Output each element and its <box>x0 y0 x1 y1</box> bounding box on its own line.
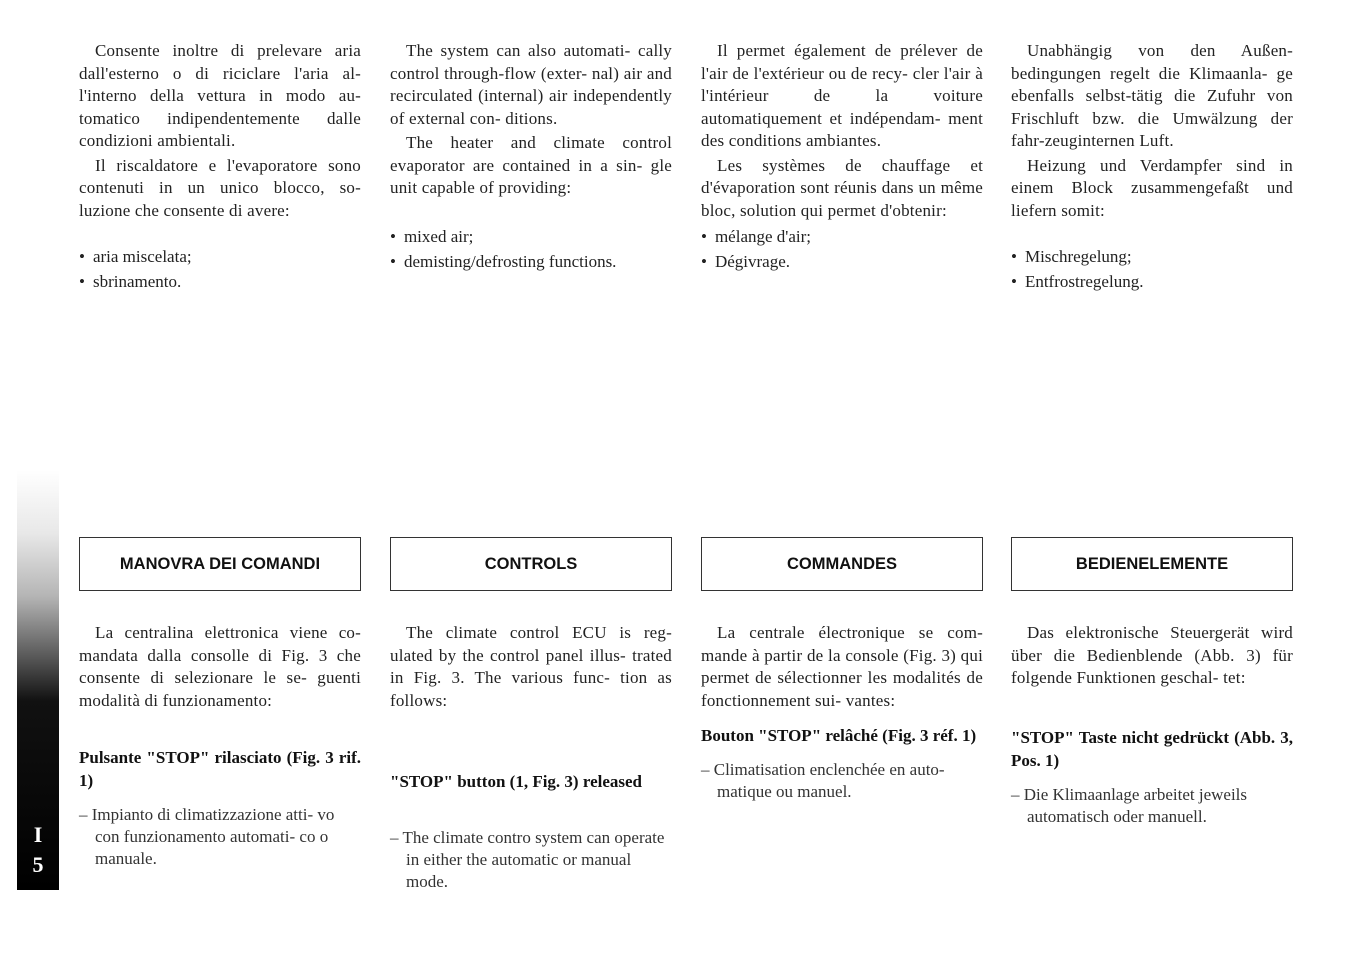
bullet-item: • mélange d'air; <box>701 224 983 249</box>
bullet-item: • Mischregelung; <box>1011 244 1293 269</box>
bullet-item: • sbrinamento. <box>79 269 361 294</box>
column-french-intro <box>701 40 983 274</box>
dash-item: – Die Klimaanlage arbeitet jeweils automatisch oder manuell. <box>1011 784 1248 826</box>
bullet-item: • mixed air; <box>390 224 672 249</box>
section-heading: BEDIENELEMENTE <box>1011 537 1293 591</box>
heading-box-german <box>1011 537 1293 591</box>
dash-item: – Impianto di climatizzazione atti- vo con funzionamento automati- co o manuale. <box>79 805 335 868</box>
bullet-list <box>390 224 672 274</box>
body-paragraph: La centralina elettronica viene co- mandata dalla consolle di Fig. 3 che consente di selezionare le se- guenti modalità di funzionamento: <box>79 623 361 710</box>
column-english-controls <box>390 622 672 893</box>
heading-box-english <box>390 537 672 591</box>
column-german-intro <box>1011 40 1293 294</box>
section-heading: CONTROLS <box>390 537 672 591</box>
bullet-item: • aria miscelata; <box>79 244 361 269</box>
subheading: Pulsante "STOP" rilasciato (Fig. 3 rif. 1) <box>79 748 361 790</box>
bullet-list <box>79 244 361 294</box>
body-paragraph: Das elektronische Steuergerät wird über die Bedienblende (Abb. 3) für folgende Funktionen geschal- tet: <box>1011 623 1293 687</box>
bullet-item: • Entfrostregelung. <box>1011 269 1293 294</box>
column-english-intro <box>390 40 672 274</box>
column-italian-intro <box>79 40 361 294</box>
subheading: "STOP" button (1, Fig. 3) released <box>390 772 643 791</box>
bullet-item: • Dégivrage. <box>701 249 983 274</box>
body-paragraph: La centrale électronique se com- mande à partir de la console (Fig. 3) qui permet de sélectionner les modalités de fonctionnement sui- vantes: <box>701 623 983 710</box>
language-letter: I <box>33 822 43 847</box>
subheading: Bouton "STOP" relâché (Fig. 3 réf. 1) <box>701 726 977 745</box>
intro-paragraph: Unabhängig von den Außen- bedingungen regelt die Klimaanla- ge ebenfalls selbst-tätig die Zufuhr von Frischluft bzw. die Umwälzung der fahr-zeuginternen Luft. <box>1011 41 1293 150</box>
heading-box-french <box>701 537 983 591</box>
dash-item: – Climatisation enclenchée en auto- matique ou manuel. <box>701 760 945 801</box>
intro-paragraph: Il permet également de prélever de l'air de l'extérieur ou de recy- cler l'air à l'intérieur de la voiture automatiquement et indépendam- ment des conditions ambiantes. <box>701 41 983 150</box>
intro-paragraph: The heater and climate control evaporator are contained in a sin- gle unit capable of providing: <box>390 133 672 197</box>
column-italian-controls <box>79 622 361 870</box>
page-number: 5 <box>32 852 44 877</box>
section-heading: MANOVRA DEI COMANDI <box>79 537 361 591</box>
section-heading: COMMANDES <box>701 537 983 591</box>
heading-box-italian <box>79 537 361 591</box>
column-french-controls <box>701 622 983 803</box>
bullet-item: • demisting/defrosting functions. <box>390 249 672 274</box>
intro-paragraph: Heizung und Verdampfer sind in einem Block zusammengefaßt und liefern somit: <box>1011 155 1293 220</box>
subheading: "STOP" Taste nicht gedrückt (Abb. 3, Pos. 1) <box>1011 727 1293 770</box>
dash-item: – The climate contro system can operate in either the automatic or manual mode. <box>390 828 665 891</box>
bullet-list <box>701 224 983 274</box>
column-german-controls <box>1011 622 1293 828</box>
body-paragraph: The climate control ECU is reg- ulated by the control panel illus- trated in Fig. 3. The various func- tion as follows: <box>390 623 672 710</box>
intro-paragraph: The system can also automati- cally control through-flow (exter- nal) air and recirculated (internal) air independently of external con- ditions. <box>390 41 672 128</box>
intro-paragraph: Les systèmes de chauffage et d'évaporation sont réunis dans un même bloc, solution qui permet d'obtenir: <box>701 155 983 220</box>
intro-paragraph: Il riscaldatore e l'evaporatore sono contenuti in un unico blocco, so- luzione che consente di avere: <box>79 155 361 220</box>
bullet-list <box>1011 244 1293 294</box>
intro-paragraph: Consente inoltre di prelevare aria dall'esterno o di riciclare l'aria al- l'interno della vettura in modo au- tomatico indipendentemente dalle condizioni ambientali. <box>79 41 361 150</box>
